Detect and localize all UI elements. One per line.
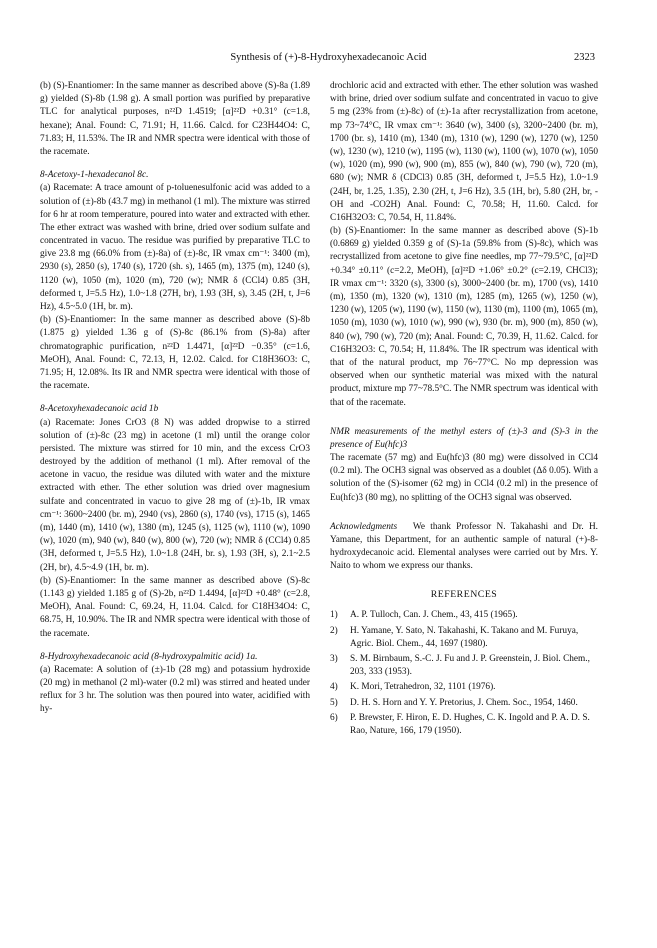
reference-number: 5) xyxy=(330,697,338,708)
paragraph-s1a: (b) (S)-Enantiomer: In the same manner as described above (S)-1b (0.6869 g) yielded 0.359 g of (S)-1a (59.8% from (S)-8c), which was recrystallized from acetone to give fine needles, mp 77~79.5°C, [α]²²D +0.34° ±0.11° (c=2.2, MeOH), [α]²²D +1.06° ±0.2° (c=2.19, CHCl3); IR νmax cm⁻¹: 3320 (s), 3300 (s), 3000~2400 (br. m), 1700 (vs), 1410 (m), 1350 (m), 1320 (w), 1310 (m), 1285 (m), 1265 (w), 1250 (w), 1230 (w), 1205 (w), 1190 (w), 1150 (w), 1130 (m), 1100 (m), 1065 (m), 1050 (m), 1030 (w), 1010 (w), 990 (w), 930 (br. m), 900 (m), 850 (w), 840 (w), 790 (w), 720 (m); Anal. Found: C, 70.39, H, 11.62. Calcd. for C16H32O3: C, 70.54; H, 11.84%. The IR spectrum was identical with that of the natural product, mp 76~77°C. No mp depression was observed when our synthetic material was mixed with the natural product, mixture mp 77~78.5°C. The NMR spectrum was identical with that of the racemate. xyxy=(330,226,598,408)
references-title: REFERENCES xyxy=(430,588,498,600)
right-column xyxy=(330,80,598,740)
section-heading-8c: 8-Acetoxy-1-hexadecanol 8c. xyxy=(40,170,149,181)
page-number: 2323 xyxy=(574,52,595,63)
acknowledgments-text: We thank Professor N. Takahashi and Dr. H. Yamane, this Department, for an authentic sample of natural (+)-8-hydroxydecanoic acid. Elemental analyses were carried out by Mrs. Y. Naito to whom we express our thanks. xyxy=(330,521,598,572)
paragraph-1a-continued: drochloric acid and extracted with ether. The ether solution was washed with brine, dried over sodium sulfate and concentrated in vacuo to give 5 mg (23% from (±)-8c) of (±)-1a after recrystallization from acetone, mp 73~74°C, IR νmax cm⁻¹: 3640 (w), 3400 (s), 3200~2400 (br. m), 1700 (br. s), 1410 (m), 1340 (m), 1310 (w), 1290 (w), 1270 (w), 1250 (w), 1230 (w), 1210 (w), 1195 (w), 1130 (w), 1100 (w), 1070 (w), 1050 (w), 1020 (m), 990 (w), 900 (m), 855 (w), 840 (w), 790 (w), 720 (m), 680 (w); NMR δ (CDCl3) 0.85 (3H, deformed t, J=5.5 Hz), 1.0~1.9 (24H, br, 1.25, 1.35), 2.30 (2H, t, J=6 Hz), 3.5 (1H, br), 5.80 (2H, br, -OH and -CO2H) Anal. Found: C, 70.58; H, 11.60. Calcd. for C16H32O3: C, 70.54, H, 11.84%. xyxy=(330,81,598,223)
reference-text: P. Brewster, F. Hiron, E. D. Hughes, C. K. Ingold and P. A. D. S. Rao, Nature, 166, 179 (1950). xyxy=(350,712,590,736)
reference-item xyxy=(330,609,598,622)
paragraph-racemate-1b: (a) Racemate: Jones CrO3 (8 N) was added dropwise to a stirred solution of (±)-8c (23 mg) in acetone (1 ml) until the orange color persisted. The mixture was stirred for 10 min, and the excess CrO3 destroyed by the addition of methanol (1 ml). After removal of the acetone in vacuo, the residue was diluted with water and the mixture extracted with ether. The ether solution was dried over magnesium sulfate and concentrated in vacuo to give 28 mg of (±)-1b, IR νmax cm⁻¹: 3600~2400 (br. m), 2940 (vs), 2860 (s), 1740 (vs), 1715 (s), 1465 (m), 1440 (m), 1410 (w), 1380 (m), 1245 (s), 1125 (w), 1110 (w), 1090 (w), 1020 (m), 940 (w), 840 (w), 800 (w), 720 (w); NMR δ (CCl4) 0.85 (3H, deformed t, J=5.5 Hz), 1.0~1.8 (24H, br. s), 1.93 (3H, s), 2.1~2.5 (2H, br), 4.5~4.9 (1H, br. m). xyxy=(40,417,310,573)
reference-text: A. P. Tulloch, Can. J. Chem., 43, 415 (1965). xyxy=(350,610,518,621)
section-heading-1b: 8-Acetoxyhexadecanoic acid 1b xyxy=(40,404,159,415)
running-title: Synthesis of (+)-8-Hydroxyhexadecanoic Acid xyxy=(230,52,427,63)
reference-item xyxy=(330,625,598,651)
paragraph-s8c: (b) (S)-Enantiomer: In the same manner as described above (S)-8b (1.875 g) yielded 1.36 g of (S)-8c (86.1% from (S)-8a) after chromatographic purification, n²²D 1.4471, [α]²²D −0.35° (c=1.6, MeOH), Anal. Found: C, 72.13, H, 12.02. Calcd. for C18H36O3: C, 71.95; H, 12.08%. Its IR and NMR spectra were identical with those of the racemate. xyxy=(40,315,310,392)
reference-item xyxy=(330,653,598,679)
paragraph-nmr: The racemate (57 mg) and Eu(hfc)3 (80 mg) were dissolved in CCl4 (0.2 ml). The OCH3 signal was observed as a doublet (Δδ 0.05). With a solution of the (S)-isomer (62 mg) in CCl4 (0.2 ml) in the presence of Eu(hfc)3 (80 mg), no splitting of the OCH3 signal was observed. xyxy=(330,453,598,503)
reference-number: 2) xyxy=(330,625,338,636)
running-header xyxy=(40,52,617,66)
paragraph-racemate-8c: (a) Racemate: A trace amount of p-toluenesulfonic acid was added to a solution of (±)-8b (43.7 mg) in methanol (1 ml). The mixture was stirred for 6 hr at room temperature, poured into water and extracted with ether. The ether extract was washed with brine, dried over sodium sulfate and concentrated in vacuo. The residue was purified by preparative TLC to give 23.8 mg (66.0% from (±)-8a) of (±)-8c, IR νmax cm⁻¹: 3400 (m), 2930 (s), 2850 (s), 1740 (s), 1720 (sh. s), 1465 (m), 1375 (m), 1240 (s), 1120 (w), 1050 (m), 1020 (m), 720 (w); NMR δ (CCl4) 0.85 (3H, deformed t, J=5.5 Hz), 1.0~1.8 (27H, br), 1.93 (3H, s), 3.45 (2H, t, J=6 Hz), 4.5~5.0 (1H, br. m). xyxy=(40,183,310,312)
section-heading-1a: 8-Hydroxyhexadecanoic acid (8-hydroxypalmitic acid) 1a. xyxy=(40,651,258,662)
reference-item xyxy=(330,712,598,738)
reference-number: 4) xyxy=(330,682,338,693)
paragraph-s2b: (b) (S)-Enantiomer: In the same manner as described above (S)-8c (1.143 g) yielded 1.185 g of (S)-2b, n²²D 1.4494, [α]²²D +0.48° (c=2.8, MeOH), Anal. Found: C, 69.24, H, 11.04. Calcd. for C18H34O4: C, 68.75, H, 10.90%. The IR and NMR spectra were identical with those of the racemate. xyxy=(40,575,310,639)
references-list xyxy=(330,609,598,738)
reference-number: 1) xyxy=(330,610,338,621)
paragraph-racemate-1a: (a) Racemate: A solution of (±)-1b (28 mg) and potassium hydroxide (20 mg) in methanol (2 ml)-water (0.2 ml) was stirred and heated under reflux for 3 hr. The solution was then poured into water, acidified with hy- xyxy=(40,664,310,715)
reference-item xyxy=(330,697,598,710)
reference-text: D. H. S. Horn and Y. Y. Pretorius, J. Chem. Soc., 1954, 1460. xyxy=(350,697,578,708)
reference-text: S. M. Birnbaum, S.-C. J. Fu and J. P. Greenstein, J. Biol. Chem., 203, 333 (1953). xyxy=(350,654,590,678)
left-column xyxy=(40,80,310,717)
acknowledgments-heading: Acknowledgments xyxy=(330,521,398,532)
reference-number: 3) xyxy=(330,654,338,665)
reference-text: H. Yamane, Y. Sato, N. Takahashi, K. Takano and M. Furuya, Agric. Biol. Chem., 44, 1697 (1980). xyxy=(350,625,579,649)
reference-number: 6) xyxy=(330,712,338,723)
paragraph-s8b: (b) (S)-Enantiomer: In the same manner as described above (S)-8a (1.89 g) yielded (S)-8b (1.98 g). A small portion was purified by preparative TLC for analytical purposes, n²²D 1.4519; [α]²²D +0.31° (c=1.8, hexane); Anal. Found: C, 71.91; H, 11.66. Calcd. for C23H44O4: C, 71.83; H, 11.53%. The IR and NMR spectra were identical with those of the racemate. xyxy=(40,81,310,157)
section-heading-nmr: NMR measurements of the methyl esters of (±)-3 and (S)-3 in the presence of Eu(hfc)3 xyxy=(330,426,598,450)
reference-text: K. Mori, Tetrahedron, 32, 1101 (1976). xyxy=(350,682,496,693)
acknowledgments-paragraph xyxy=(330,521,598,574)
reference-item xyxy=(330,681,598,694)
